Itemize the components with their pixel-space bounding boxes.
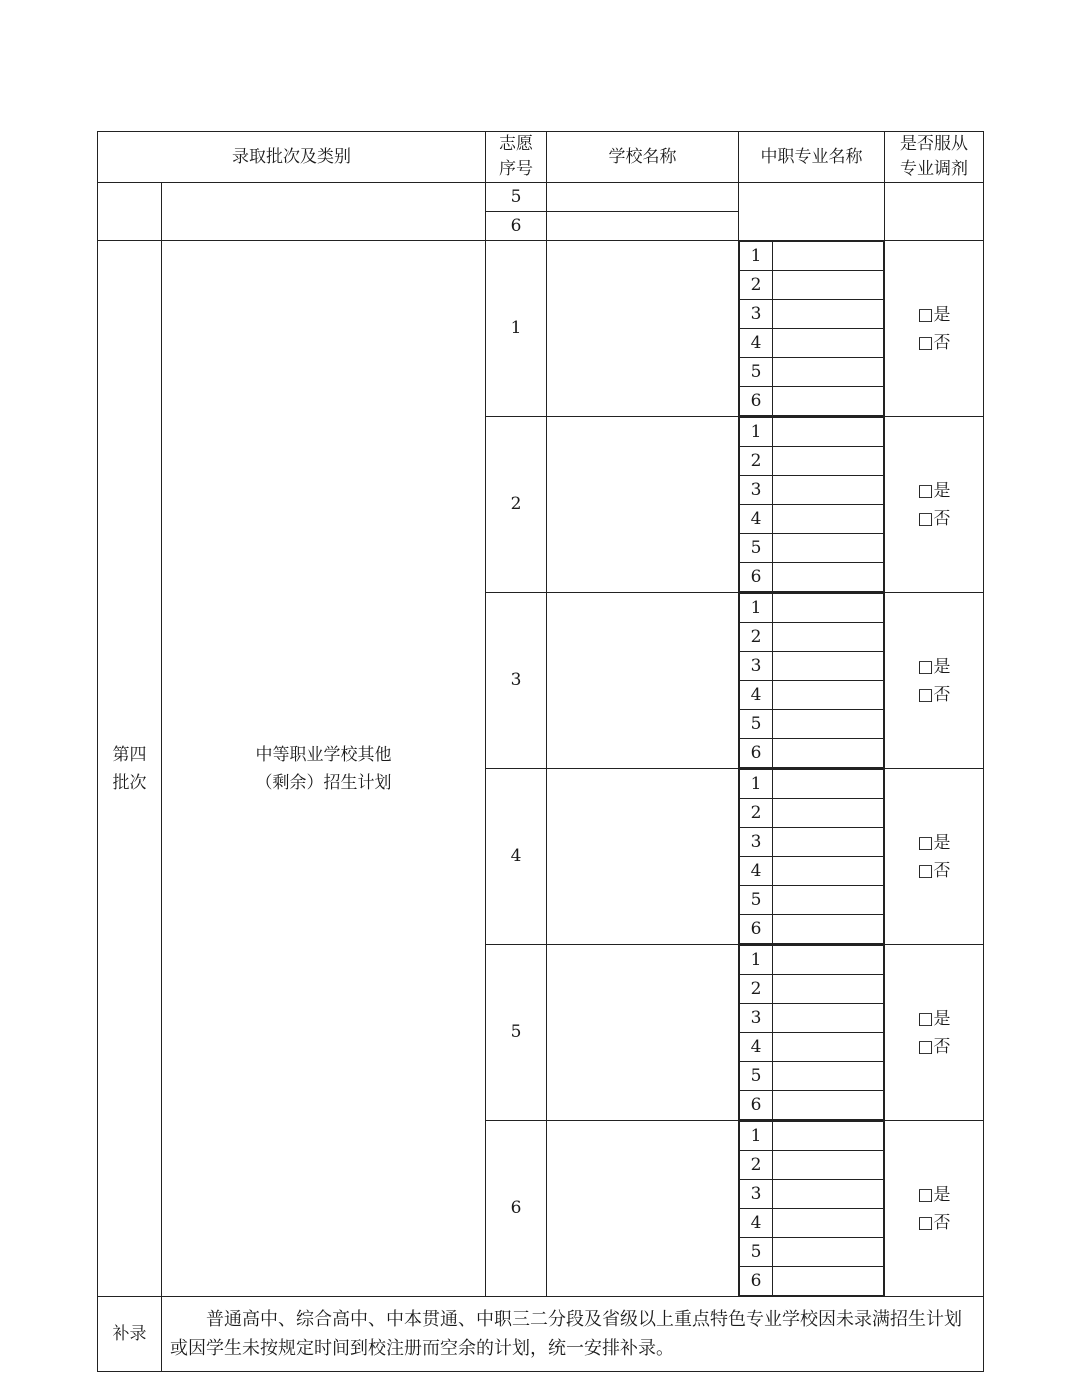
major-index: 3 xyxy=(740,476,773,505)
major-row xyxy=(740,418,884,447)
major-name-input[interactable] xyxy=(773,886,884,915)
major-name-input[interactable] xyxy=(773,1238,884,1267)
major-index: 6 xyxy=(740,915,773,944)
major-row xyxy=(740,300,884,329)
major-row xyxy=(740,1091,884,1120)
major-list xyxy=(739,241,885,417)
major-index: 1 xyxy=(740,1122,773,1151)
major-name-input[interactable] xyxy=(773,770,884,799)
major-row xyxy=(740,886,884,915)
major-index: 3 xyxy=(740,1004,773,1033)
choice-number: 4 xyxy=(486,769,547,945)
prev-choice-number: 6 xyxy=(486,212,547,241)
major-row xyxy=(740,770,884,799)
adjust-yes-checkbox[interactable]: □是 xyxy=(917,1184,951,1205)
major-name-input[interactable] xyxy=(773,387,884,416)
major-index: 4 xyxy=(740,329,773,358)
major-index: 6 xyxy=(740,739,773,768)
major-name-input[interactable] xyxy=(773,1180,884,1209)
major-name-input[interactable] xyxy=(773,271,884,300)
major-name-input[interactable] xyxy=(773,447,884,476)
prev-choice-number: 5 xyxy=(486,183,547,212)
major-row xyxy=(740,857,884,886)
major-row xyxy=(740,358,884,387)
major-index: 4 xyxy=(740,505,773,534)
major-row xyxy=(740,975,884,1004)
major-row xyxy=(740,1122,884,1151)
adjust-no-checkbox[interactable]: □否 xyxy=(917,1212,951,1233)
major-index: 5 xyxy=(740,358,773,387)
batch-label-line2: 批次 xyxy=(112,772,147,793)
major-index: 1 xyxy=(740,418,773,447)
major-row xyxy=(740,739,884,768)
major-name-input[interactable] xyxy=(773,739,884,768)
header-choice-line1: 志愿 xyxy=(499,134,533,155)
major-name-input[interactable] xyxy=(773,534,884,563)
prev-adjust-cell[interactable] xyxy=(885,183,984,241)
major-index: 1 xyxy=(740,594,773,623)
header-choice-number xyxy=(486,132,547,183)
major-row xyxy=(740,623,884,652)
major-list xyxy=(739,1121,885,1297)
adjust-no-checkbox[interactable]: □否 xyxy=(917,508,951,529)
major-name-input[interactable] xyxy=(773,828,884,857)
major-row xyxy=(740,534,884,563)
major-row xyxy=(740,799,884,828)
choice-number: 1 xyxy=(486,241,547,417)
major-index: 4 xyxy=(740,1209,773,1238)
major-row xyxy=(740,1180,884,1209)
major-name-input[interactable] xyxy=(773,1062,884,1091)
major-row xyxy=(740,476,884,505)
header-adjust-line1: 是否服从 xyxy=(900,134,968,155)
adjust-no-checkbox[interactable]: □否 xyxy=(917,332,951,353)
major-index: 3 xyxy=(740,300,773,329)
major-index: 3 xyxy=(740,828,773,857)
major-index: 5 xyxy=(740,886,773,915)
major-row xyxy=(740,329,884,358)
adjust-no-checkbox[interactable]: □否 xyxy=(917,684,951,705)
major-index: 5 xyxy=(740,710,773,739)
major-index: 2 xyxy=(740,271,773,300)
major-row xyxy=(740,681,884,710)
category-label-line2: （剩余）招生计划 xyxy=(255,772,392,793)
major-list xyxy=(739,593,885,769)
major-name-input[interactable] xyxy=(773,1209,884,1238)
major-name-input[interactable] xyxy=(773,1004,884,1033)
major-index: 2 xyxy=(740,975,773,1004)
header-batch-category: 录取批次及类别 xyxy=(98,132,486,183)
major-name-input[interactable] xyxy=(773,799,884,828)
major-index: 1 xyxy=(740,242,773,271)
major-row xyxy=(740,387,884,416)
choice-number: 6 xyxy=(486,1121,547,1297)
major-name-input[interactable] xyxy=(773,476,884,505)
major-name-input[interactable] xyxy=(773,300,884,329)
header-choice-line2: 序号 xyxy=(499,159,533,179)
adjust-yes-checkbox[interactable]: □是 xyxy=(917,656,951,677)
major-row xyxy=(740,447,884,476)
major-index: 6 xyxy=(740,387,773,416)
major-index: 6 xyxy=(740,1091,773,1120)
adjust-yes-checkbox[interactable]: □是 xyxy=(917,1008,951,1029)
major-name-input[interactable] xyxy=(773,915,884,944)
major-index: 6 xyxy=(740,1267,773,1296)
choice-row xyxy=(98,241,984,417)
major-name-input[interactable] xyxy=(773,946,884,975)
category-label xyxy=(162,241,486,1297)
major-index: 4 xyxy=(740,1033,773,1062)
major-index: 2 xyxy=(740,1151,773,1180)
prev-school-name-input[interactable] xyxy=(547,212,739,241)
school-name-input[interactable] xyxy=(547,593,739,769)
major-index: 1 xyxy=(740,946,773,975)
major-row xyxy=(740,1238,884,1267)
major-name-input[interactable] xyxy=(773,1033,884,1062)
major-row xyxy=(740,271,884,300)
major-name-input[interactable] xyxy=(773,418,884,447)
school-name-input[interactable] xyxy=(547,1121,739,1297)
major-row xyxy=(740,1209,884,1238)
major-name-input[interactable] xyxy=(773,857,884,886)
major-row xyxy=(740,652,884,681)
school-name-input[interactable] xyxy=(547,241,739,417)
supplement-row xyxy=(98,1297,984,1372)
category-label-line1: 中等职业学校其他 xyxy=(255,744,392,765)
major-index: 3 xyxy=(740,1180,773,1209)
school-name-input[interactable] xyxy=(547,769,739,945)
application-form-table xyxy=(97,131,984,1372)
major-row xyxy=(740,915,884,944)
major-row xyxy=(740,594,884,623)
major-index: 1 xyxy=(740,770,773,799)
major-name-input[interactable] xyxy=(773,329,884,358)
adjust-no-checkbox[interactable]: □否 xyxy=(917,860,951,881)
adjust-choice xyxy=(885,945,984,1121)
major-row xyxy=(740,828,884,857)
major-name-input[interactable] xyxy=(773,1151,884,1180)
major-row xyxy=(740,946,884,975)
major-list xyxy=(739,769,885,945)
major-index: 5 xyxy=(740,1238,773,1267)
adjust-choice xyxy=(885,241,984,417)
batch-label-line1: 第四 xyxy=(112,744,147,765)
prev-major-input[interactable] xyxy=(739,183,885,241)
major-name-input[interactable] xyxy=(773,710,884,739)
header-row xyxy=(98,132,984,183)
adjust-choice xyxy=(885,593,984,769)
major-row xyxy=(740,242,884,271)
adjust-yes-checkbox[interactable]: □是 xyxy=(917,832,951,853)
supplement-label: 补录 xyxy=(98,1297,162,1372)
supplement-text: 普通高中、综合高中、中本贯通、中职三二分段及省级以上重点特色专业学校因未录满招生计划或因学生未按规定时间到校注册而空余的计划，统一安排补录。 xyxy=(162,1297,984,1372)
major-index: 4 xyxy=(740,857,773,886)
prev-batch-row xyxy=(98,183,984,212)
school-name-input[interactable] xyxy=(547,417,739,593)
major-row xyxy=(740,563,884,592)
major-name-input[interactable] xyxy=(773,623,884,652)
prev-school-name-input[interactable] xyxy=(547,183,739,212)
adjust-choice xyxy=(885,1121,984,1297)
major-name-input[interactable] xyxy=(773,505,884,534)
major-index: 2 xyxy=(740,799,773,828)
major-name-input[interactable] xyxy=(773,358,884,387)
adjust-yes-checkbox[interactable]: □是 xyxy=(917,304,951,325)
major-index: 2 xyxy=(740,623,773,652)
major-name-input[interactable] xyxy=(773,681,884,710)
major-name-input[interactable] xyxy=(773,1267,884,1296)
major-row xyxy=(740,505,884,534)
school-name-input[interactable] xyxy=(547,945,739,1121)
batch-label xyxy=(98,241,162,1297)
major-list xyxy=(739,417,885,593)
major-row xyxy=(740,710,884,739)
major-index: 5 xyxy=(740,534,773,563)
adjust-choice xyxy=(885,417,984,593)
major-row xyxy=(740,1004,884,1033)
major-name-input[interactable] xyxy=(773,1122,884,1151)
choice-number: 2 xyxy=(486,417,547,593)
major-name-input[interactable] xyxy=(773,594,884,623)
major-index: 6 xyxy=(740,563,773,592)
header-school-name: 学校名称 xyxy=(547,132,739,183)
major-name-input[interactable] xyxy=(773,563,884,592)
adjust-yes-checkbox[interactable]: □是 xyxy=(917,480,951,501)
major-index: 3 xyxy=(740,652,773,681)
header-major-name: 中职专业名称 xyxy=(739,132,885,183)
major-row xyxy=(740,1033,884,1062)
major-row xyxy=(740,1151,884,1180)
header-adjust-line2: 专业调剂 xyxy=(900,159,968,179)
adjust-choice xyxy=(885,769,984,945)
prev-batch-cell xyxy=(98,183,162,241)
major-row xyxy=(740,1267,884,1296)
major-name-input[interactable] xyxy=(773,975,884,1004)
major-index: 4 xyxy=(740,681,773,710)
major-name-input[interactable] xyxy=(773,652,884,681)
major-name-input[interactable] xyxy=(773,1091,884,1120)
major-name-input[interactable] xyxy=(773,242,884,271)
choice-number: 5 xyxy=(486,945,547,1121)
header-adjustment xyxy=(885,132,984,183)
major-index: 2 xyxy=(740,447,773,476)
choice-number: 3 xyxy=(486,593,547,769)
major-row xyxy=(740,1062,884,1091)
prev-category-cell xyxy=(162,183,486,241)
major-list xyxy=(739,945,885,1121)
adjust-no-checkbox[interactable]: □否 xyxy=(917,1036,951,1057)
major-index: 5 xyxy=(740,1062,773,1091)
